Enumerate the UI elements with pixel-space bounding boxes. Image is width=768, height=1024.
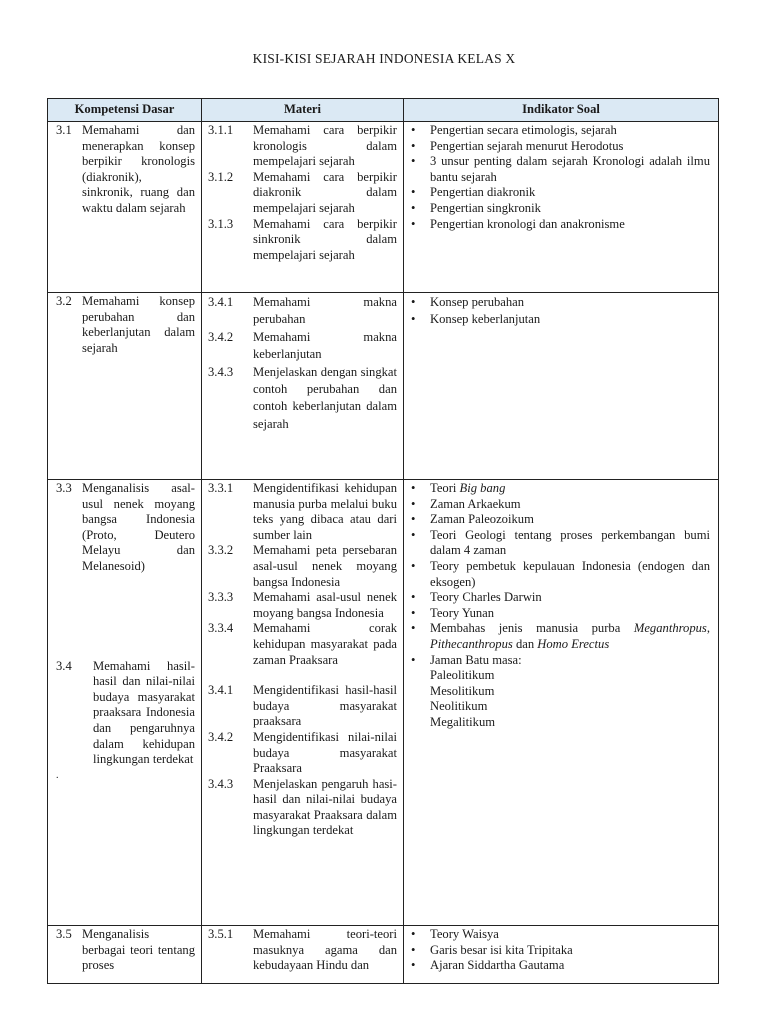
indikator-cell <box>404 293 719 480</box>
materi-text: Memahami cara berpikir diakronik dalam mempelajari sejarah <box>253 169 397 215</box>
kd-number: 3.2 <box>56 294 72 308</box>
indikator-cell <box>404 480 719 926</box>
header-materi: Materi <box>202 99 404 122</box>
kd-number: 3.4 <box>56 658 72 673</box>
indikator-list <box>404 293 718 328</box>
kd-number: 3.1 <box>56 123 72 137</box>
kd-text: Memahami hasil-hasil dan nilai-nilai budaya masyarakat praaksara Indonesia dan pengaruhnya dalam kehidupan lingkungan terdekat <box>93 658 195 767</box>
kd-number: 3.5 <box>56 927 72 941</box>
header-kompetensi-dasar: Kompetensi Dasar <box>48 99 202 122</box>
table-header-row <box>48 99 719 122</box>
kd-text: Memahami dan menerapkan konsep berpikir kronologis (diakronik), sinkronik, ruang dan waktu dalam sejarah <box>82 123 195 215</box>
materi-text: Memahami makna keberlanjutan <box>253 329 397 362</box>
list-item: • Pengertian singkronik <box>430 201 710 217</box>
stray-mark: . <box>56 769 59 781</box>
materi-number: 3.4.3 <box>208 776 234 791</box>
materi-text: Memahami peta persebaran asal-usul nenek moyang bangsa Indonesia <box>253 543 397 589</box>
list-item: • Teory pembetuk kepulauan Indonesia (endogen dan eksogen) <box>430 559 710 590</box>
indikator-list <box>404 122 718 232</box>
materi-number: 3.1.2 <box>208 169 234 184</box>
kd-text: Memahami konsep perubahan dan keberlanjutan dalam sejarah <box>82 294 195 355</box>
materi-number: 3.4.1 <box>208 295 234 309</box>
list-item: • Garis besar isi kita Tripitaka <box>430 943 710 959</box>
materi-text: Memahami asal-usul nenek moyang bangsa Indonesia <box>253 590 397 620</box>
materi-number: 3.3.4 <box>208 621 234 636</box>
batu-item: Neolitikum <box>430 699 488 714</box>
materi-number: 3.4.1 <box>208 683 234 698</box>
materi-text: Menjelaskan dengan singkat contoh perubahan dan contoh keberlanjutan dalam sejarah <box>253 364 397 431</box>
table-row <box>48 122 719 293</box>
materi-cell <box>202 293 404 480</box>
materi-text: Mengidentifikasi hasil-hasil budaya masyarakat praaksara <box>253 683 397 729</box>
materi-number: 3.1.1 <box>208 123 234 137</box>
list-item: • Pengertian sejarah menurut Herodotus <box>430 139 710 155</box>
list-item: • Konsep keberlanjutan <box>430 311 710 328</box>
list-item: • Pengertian diakronik <box>430 185 710 201</box>
kisi-kisi-table <box>47 98 719 984</box>
materi-text: Memahami corak kehidupan masyarakat pada zaman Praaksara <box>253 621 397 667</box>
list-item: • Teory Waisya <box>430 927 710 943</box>
materi-text: Menjelaskan pengaruh hasi-hasil dan nilai-nilai budaya masyarakat Praaksara dalam lingkungan terdekat <box>253 776 397 838</box>
materi-cell <box>202 480 404 926</box>
kd-text: Menganalisis berbagai teori tentang proses <box>82 927 195 973</box>
list-item: • Zaman Arkaekum <box>430 497 710 513</box>
kd-number: 3.3 <box>56 481 72 495</box>
batu-item: Paleolitikum <box>430 668 495 683</box>
header-indikator-soal: Indikator Soal <box>404 99 719 122</box>
materi-number: 3.3.2 <box>208 543 234 558</box>
materi-text: Memahami cara berpikir kronologis dalam mempelajari sejarah <box>253 123 397 169</box>
materi-number: 3.3.3 <box>208 590 234 605</box>
kd-text: Menganalisis asal-usul nenek moyang bangsa Indonesia (Proto, Deutero Melayu dan Melanesoid) <box>82 481 195 573</box>
list-item: • Teori Big bang <box>430 481 710 497</box>
batu-item: Megalitikum <box>430 714 496 729</box>
kd-cell <box>48 926 202 984</box>
materi-text: Mengidentifikasi nilai-nilai budaya masyarakat Praaksara <box>253 729 397 776</box>
materi-number: 3.1.3 <box>208 216 234 231</box>
table-row <box>48 293 719 480</box>
table-row <box>48 926 719 984</box>
materi-cell <box>202 926 404 984</box>
batu-title: • Jaman Batu masa: <box>430 652 522 667</box>
kd-cell <box>48 480 202 926</box>
materi-cell <box>202 122 404 293</box>
indikator-cell <box>404 122 719 293</box>
term-pithecanthropus: Pithecanthropus <box>430 636 513 651</box>
kd-cell <box>48 122 202 293</box>
list-item <box>430 653 710 731</box>
list-item: • Pengertian kronologi dan anakronisme <box>430 217 710 233</box>
term-meganthropus: Meganthropus <box>633 621 707 636</box>
materi-text: Memahami cara berpikir sinkronik dalam mempelajari sejarah <box>253 216 397 262</box>
indikator-cell <box>404 926 719 984</box>
list-item: • Membahas jenis manusia purba Meganthropus, Pithecanthropus dan Homo Erectus <box>430 621 710 652</box>
table-row <box>48 480 719 926</box>
list-item: • Zaman Paleozoikum <box>430 512 710 528</box>
materi-number: 3.5.1 <box>208 927 234 941</box>
list-item: • Konsep perubahan <box>430 294 710 311</box>
materi-number: 3.4.2 <box>208 329 234 344</box>
materi-text: Mengidentifikasi kehidupan manusia purba melalui buku teks yang dibaca atau dari sumber lain <box>253 481 397 542</box>
list-item: • Ajaran Siddartha Gautama <box>430 958 710 974</box>
list-item: • Teori Geologi tentang proses perkembangan bumi dalam 4 zaman <box>430 528 710 559</box>
list-item: • Teory Charles Darwin <box>430 590 710 606</box>
list-item: • Teory Yunan <box>430 606 710 622</box>
kd-cell <box>48 293 202 480</box>
materi-number: 3.4.3 <box>208 364 234 379</box>
list-item: • 3 unsur penting dalam sejarah Kronologi adalah ilmu bantu sejarah <box>430 154 710 185</box>
materi-text: Memahami makna perubahan <box>253 295 397 327</box>
list-item: • Pengertian secara etimologis, sejarah <box>430 123 710 139</box>
materi-number: 3.3.1 <box>208 481 234 495</box>
materi-number: 3.4.2 <box>208 729 234 744</box>
batu-item: Mesolitikum <box>430 683 495 698</box>
term-big-bang: Big bang <box>459 481 506 495</box>
materi-text: Memahami teori-teori masuknya agama dan kebudayaan Hindu dan <box>253 927 397 973</box>
indikator-list <box>404 926 718 974</box>
document-title: KISI-KISI SEJARAH INDONESIA KELAS X <box>252 51 516 66</box>
indikator-list <box>404 480 718 731</box>
term-homo-erectus: Homo Erectus <box>537 636 610 651</box>
